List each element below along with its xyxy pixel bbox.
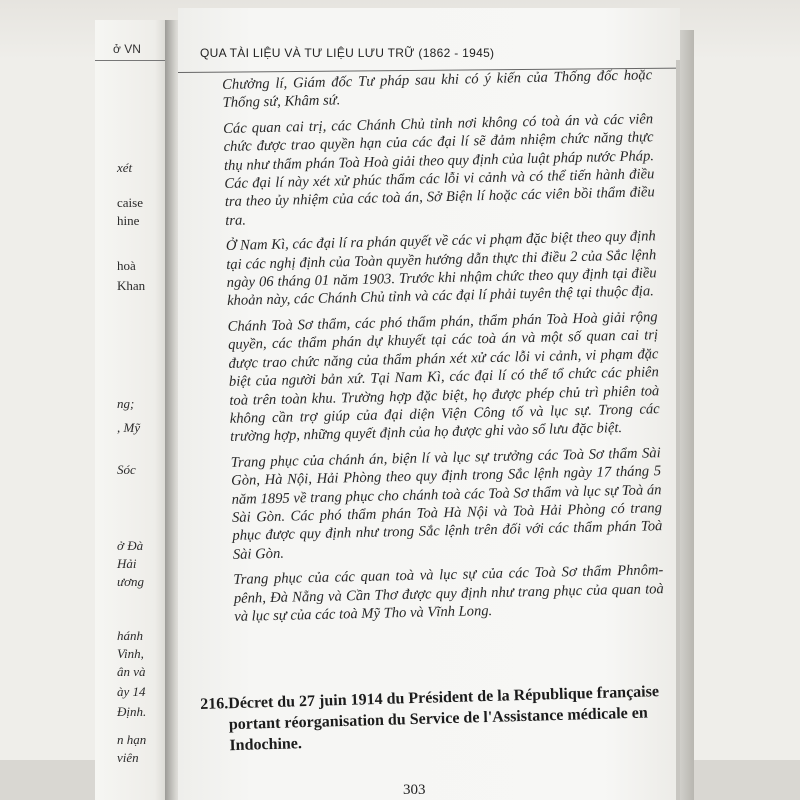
right-book-page: [178, 8, 680, 800]
left-text-fragment: n hạn: [117, 732, 147, 747]
paragraph-6: Trang phục của các quan toà và lục sự của các Toà Sơ thẩm Phnôm-pênh, Đà Nẵng và Cần Thơ được quy định như trang phục của quan toà và lục sự của các toà Mỹ Tho và Vĩnh Long.: [233, 562, 664, 625]
paragraph-5: Trang phục của chánh án, biện lí và lục sự trưởng các Toà Sơ thẩm Sài Gòn, Hà Nội, Hải Phòng theo quy định trong Sắc lệnh ngày 17 tháng 5 năm 1895 về trang phục cho chánh toà các Toà Sơ thẩm và lục sự Toà án Sài Gòn. Các phó thẩm phán Toà Hà Nội và Toà Hải Phòng có trang phục được quy định như trong Sắc lệnh trên đối với các thẩm phán Toà Sài Gòn.: [230, 444, 663, 563]
left-text-fragment: Định.: [117, 704, 147, 719]
paragraph-4: Chánh Toà Sơ thẩm, các phó thẩm phán, thẩm phán Toà Hoà giải rộng quyền, các thẩm phán dự khuyết tại các toà án và một số quan cai trị được trao chức năng của thẩm phán xét xử các lỗi vi cảnh, vi phạm đặc biệt của người bản xứ. Tại Nam Kì, các đại lí có thể tổ chức các phiên toà trên toàn khu. Trường hợp đặc biệt, họ được phép chủ trì phiên toà không cần trợ giúp của đại diện Viện Công tố và lục sự. Trong các trường hợp, những quyết định của họ được ghi vào sổ lưu đặc biệt.: [227, 309, 660, 446]
left-text-fragment: , Mỹ: [117, 420, 141, 435]
left-text-fragment: ương: [117, 574, 145, 589]
left-text-fragment: Vinh,: [117, 646, 144, 661]
left-text-fragment: caise: [117, 195, 143, 210]
left-text-fragment: xét: [117, 160, 133, 175]
left-text-fragment: ở Đà: [117, 538, 144, 553]
left-text-fragment: ày 14: [117, 684, 146, 699]
left-text-fragment: hine: [117, 213, 140, 228]
left-text-fragment: Hải: [117, 556, 137, 571]
italic-text-block: [222, 66, 665, 633]
book-side-edge: [680, 30, 694, 800]
paragraph-1: Chưởng lí, Giám đốc Tư pháp sau khi có ý kiến của Thống đốc hoặc Thống sứ, Khâm sứ.: [222, 67, 653, 112]
left-text-fragment: Khan: [117, 278, 146, 293]
running-header: QUA TÀI LIỆU VÀ TƯ LIỆU LƯU TRỮ (1862 - 1945): [200, 46, 495, 60]
left-page-header: ở VN: [113, 42, 141, 56]
paragraph-3: Ở Nam Kì, các đại lí ra phán quyết về các vi phạm đặc biệt theo quy định tại các nghị định của Toàn quyền hướng dẫn thực thi điều 2 của Sắc lệnh ngày 06 tháng 01 năm 1903. Trước khi nhậm chức theo quy định tại điều khoản này, các Chánh Chủ tỉnh và các đại lí phải tuyên thệ tại thuộc địa.: [225, 228, 657, 310]
page-number: 303: [403, 782, 426, 798]
left-header-rule: [95, 60, 170, 61]
left-text-fragment: ng;: [117, 396, 135, 411]
left-text-fragment: hánh: [117, 628, 143, 643]
paragraph-2: Các quan cai trị, các Chánh Chủ tỉnh nơi không có toà án và các viên chức được trao quyền hạn của các đại lí sẽ đảm nhiệm chức năng thực thụ như thẩm phán Toà Hoà giải theo quy định của luật pháp nước Pháp. Các đại lí này xét xử phúc thẩm các lỗi vi cảnh và có thể tiến hành điều tra theo ủy nhiệm của các toà án, Sở Biện lí hoặc các viên bồi thẩm điều tra.: [223, 111, 655, 229]
entry-number: 216.: [200, 695, 229, 713]
document-entry-216: [200, 681, 672, 757]
entry-title: Décret du 27 juin 1914 du Président de la République française portant réorganisation du Service de l'Assistance médicale en Indochine.: [228, 683, 660, 755]
left-text-fragment: ân và: [117, 664, 146, 679]
left-facing-page: [95, 20, 170, 800]
left-text-fragment: Sóc: [117, 462, 136, 477]
left-text-fragment: hoà: [117, 258, 136, 273]
left-text-fragment: viên: [117, 750, 139, 765]
